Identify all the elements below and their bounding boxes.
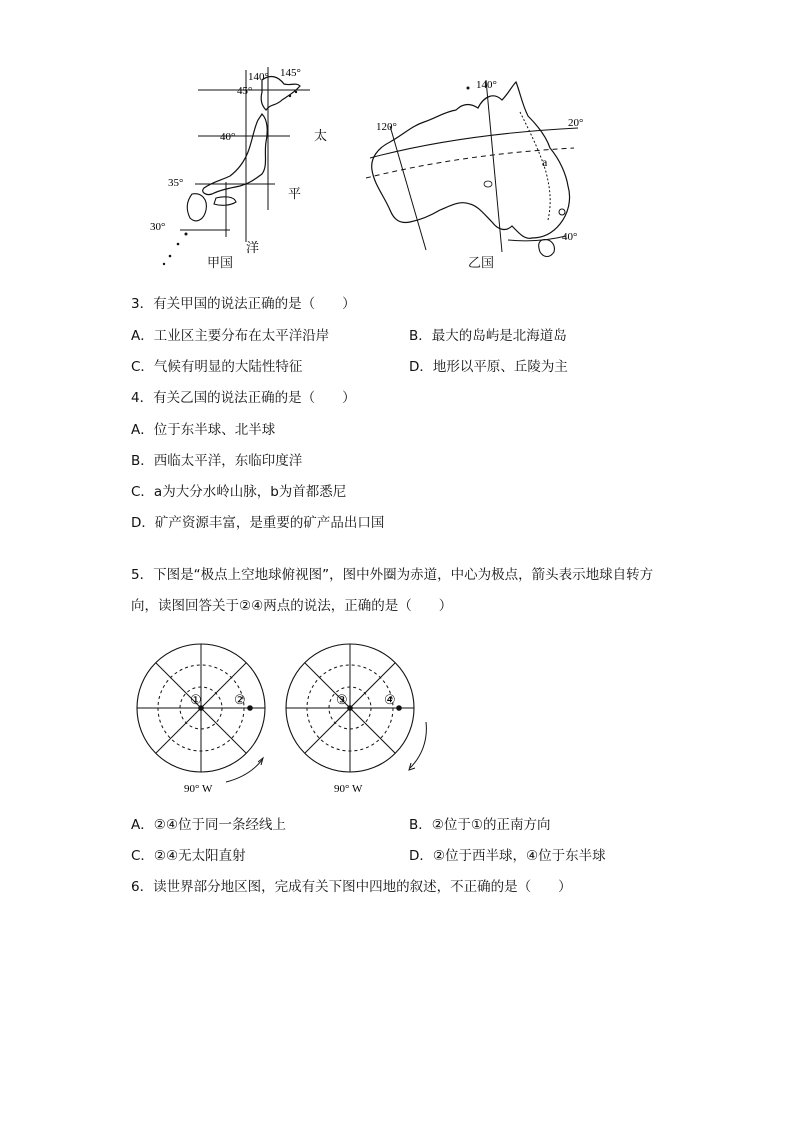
q4-option-b: B．西临太平洋，东临印度洋 [131,453,303,469]
map-jia-caption: 甲国 [207,256,234,271]
q3-option-b: B．最大的岛屿是北海道岛 [409,328,567,344]
map-yi [360,72,590,262]
map-yi-caption: 乙国 [468,256,495,271]
jia-lat-45: 45° [237,85,253,97]
q5-stem-line1: 5．下图是“极点上空地球俯视图”，图中外圈为赤道，中心为极点，箭头表示地球自转方 [131,567,654,583]
q4-option-a: A．位于东半球、北半球 [131,422,276,438]
jia-lat-40: 40° [220,131,236,143]
yi-lat-40: 40° [562,231,578,243]
point-4: ④ [384,692,396,707]
point-3: ③ [336,692,348,707]
q3-option-d: D．地形以平原、丘陵为主 [409,359,568,375]
yi-lon-140: 140° [476,79,497,91]
jia-lat-30: 30° [150,221,166,233]
q6-stem: 6．读世界部分地区图，完成有关下图中四地的叙述，不正确的是（ ） [131,879,572,895]
q3-option-a: A．工业区主要分布在太平洋沿岸 [131,328,330,344]
jia-lon-145: 145° [280,67,301,79]
q5-option-a: A．②④位于同一条经线上 [131,817,286,833]
point-2: ② [234,692,246,707]
map-jia [150,62,350,272]
q5-option-b: B．②位于①的正南方向 [409,817,551,833]
yi-point-a: a [542,155,548,169]
q5-option-d: D．②位于西半球，④位于东半球 [409,848,606,864]
q5-option-c: C．②④无太阳直射 [131,848,246,864]
jia-lon-140: 140° [248,71,269,83]
ocean-char-2: 平 [288,186,302,201]
meridian-label-right: 90° W [334,783,363,795]
q4-stem: 4．有关乙国的说法正确的是（ ） [131,390,356,406]
q4-option-c: C．a为大分水岭山脉，b为首都悉尼 [131,484,347,500]
ocean-char-1: 太 [314,128,328,143]
polar-figure-right [280,632,440,797]
meridian-label-left: 90° W [184,783,213,795]
q5-stem-line2: 向，读图回答关于②④两点的说法，正确的是（ ） [131,598,453,614]
yi-lon-120: 120° [376,121,397,133]
jia-lat-35: 35° [168,177,184,189]
q4-option-d: D．矿产资源丰富，是重要的矿产品出口国 [131,515,385,531]
point-1: ① [190,692,202,707]
polar-figure-left [130,632,280,797]
q3-option-c: C．气候有明显的大陆性特征 [131,359,303,375]
ocean-char-3: 洋 [246,240,260,255]
yi-lat-20: 20° [568,117,584,129]
q3-stem: 3．有关甲国的说法正确的是（ ） [131,296,356,312]
